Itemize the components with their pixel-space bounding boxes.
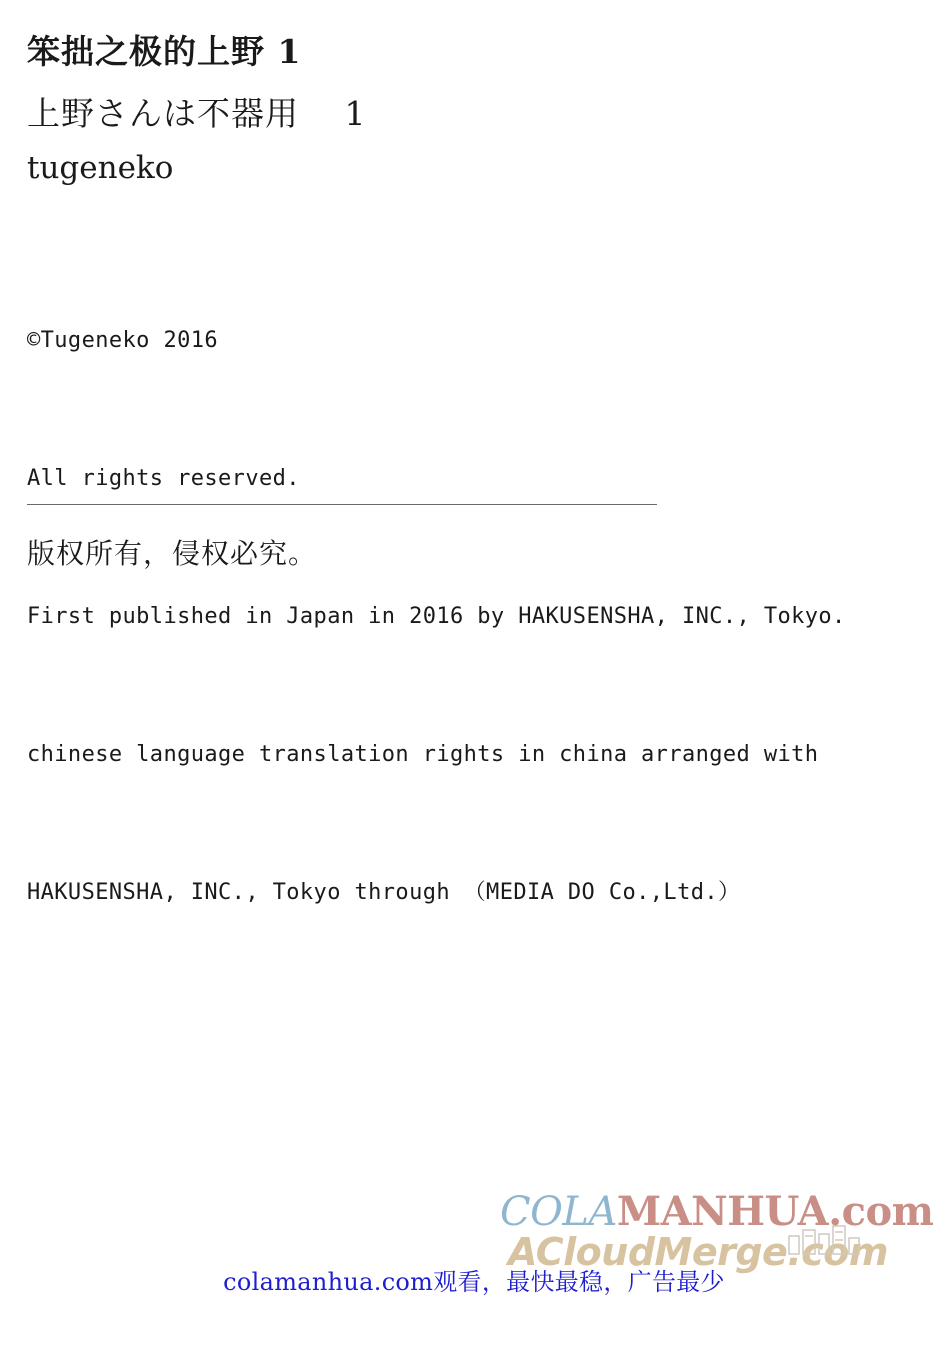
- agency-line: HAKUSENSHA, INC., Tokyo through （MEDIA DO Co.,Ltd.）: [27, 880, 741, 905]
- watermark-manhua: MANHUA.com: [616, 1188, 934, 1235]
- copyright-line: ©Tugeneko 2016: [27, 328, 219, 353]
- book-title-japanese: 上野さんは不器用 1: [27, 94, 367, 133]
- watermark-acloudmerge: ACloudMerge.com: [508, 1230, 888, 1274]
- building-icon: [785, 1222, 865, 1256]
- book-title-chinese: 笨拙之极的上野 1: [27, 32, 302, 71]
- copyright-block: [27, 226, 846, 962]
- author-name: tugeneko: [27, 150, 174, 186]
- watermark-logo-text: [500, 1188, 934, 1235]
- translation-rights-line: chinese language translation rights in china arranged with: [27, 742, 819, 767]
- rights-reserved-line: All rights reserved.: [27, 466, 300, 491]
- divider-line: [27, 504, 657, 505]
- publication-line: First published in Japan in 2016 by HAKUSENSHA, INC., Tokyo.: [27, 604, 846, 629]
- footer-site-link[interactable]: colamanhua.com观看，最快最稳，广告最少: [223, 1268, 725, 1296]
- watermark-cola: COLA: [500, 1189, 617, 1235]
- copyright-notice: 版权所有，侵权必究。: [27, 537, 318, 570]
